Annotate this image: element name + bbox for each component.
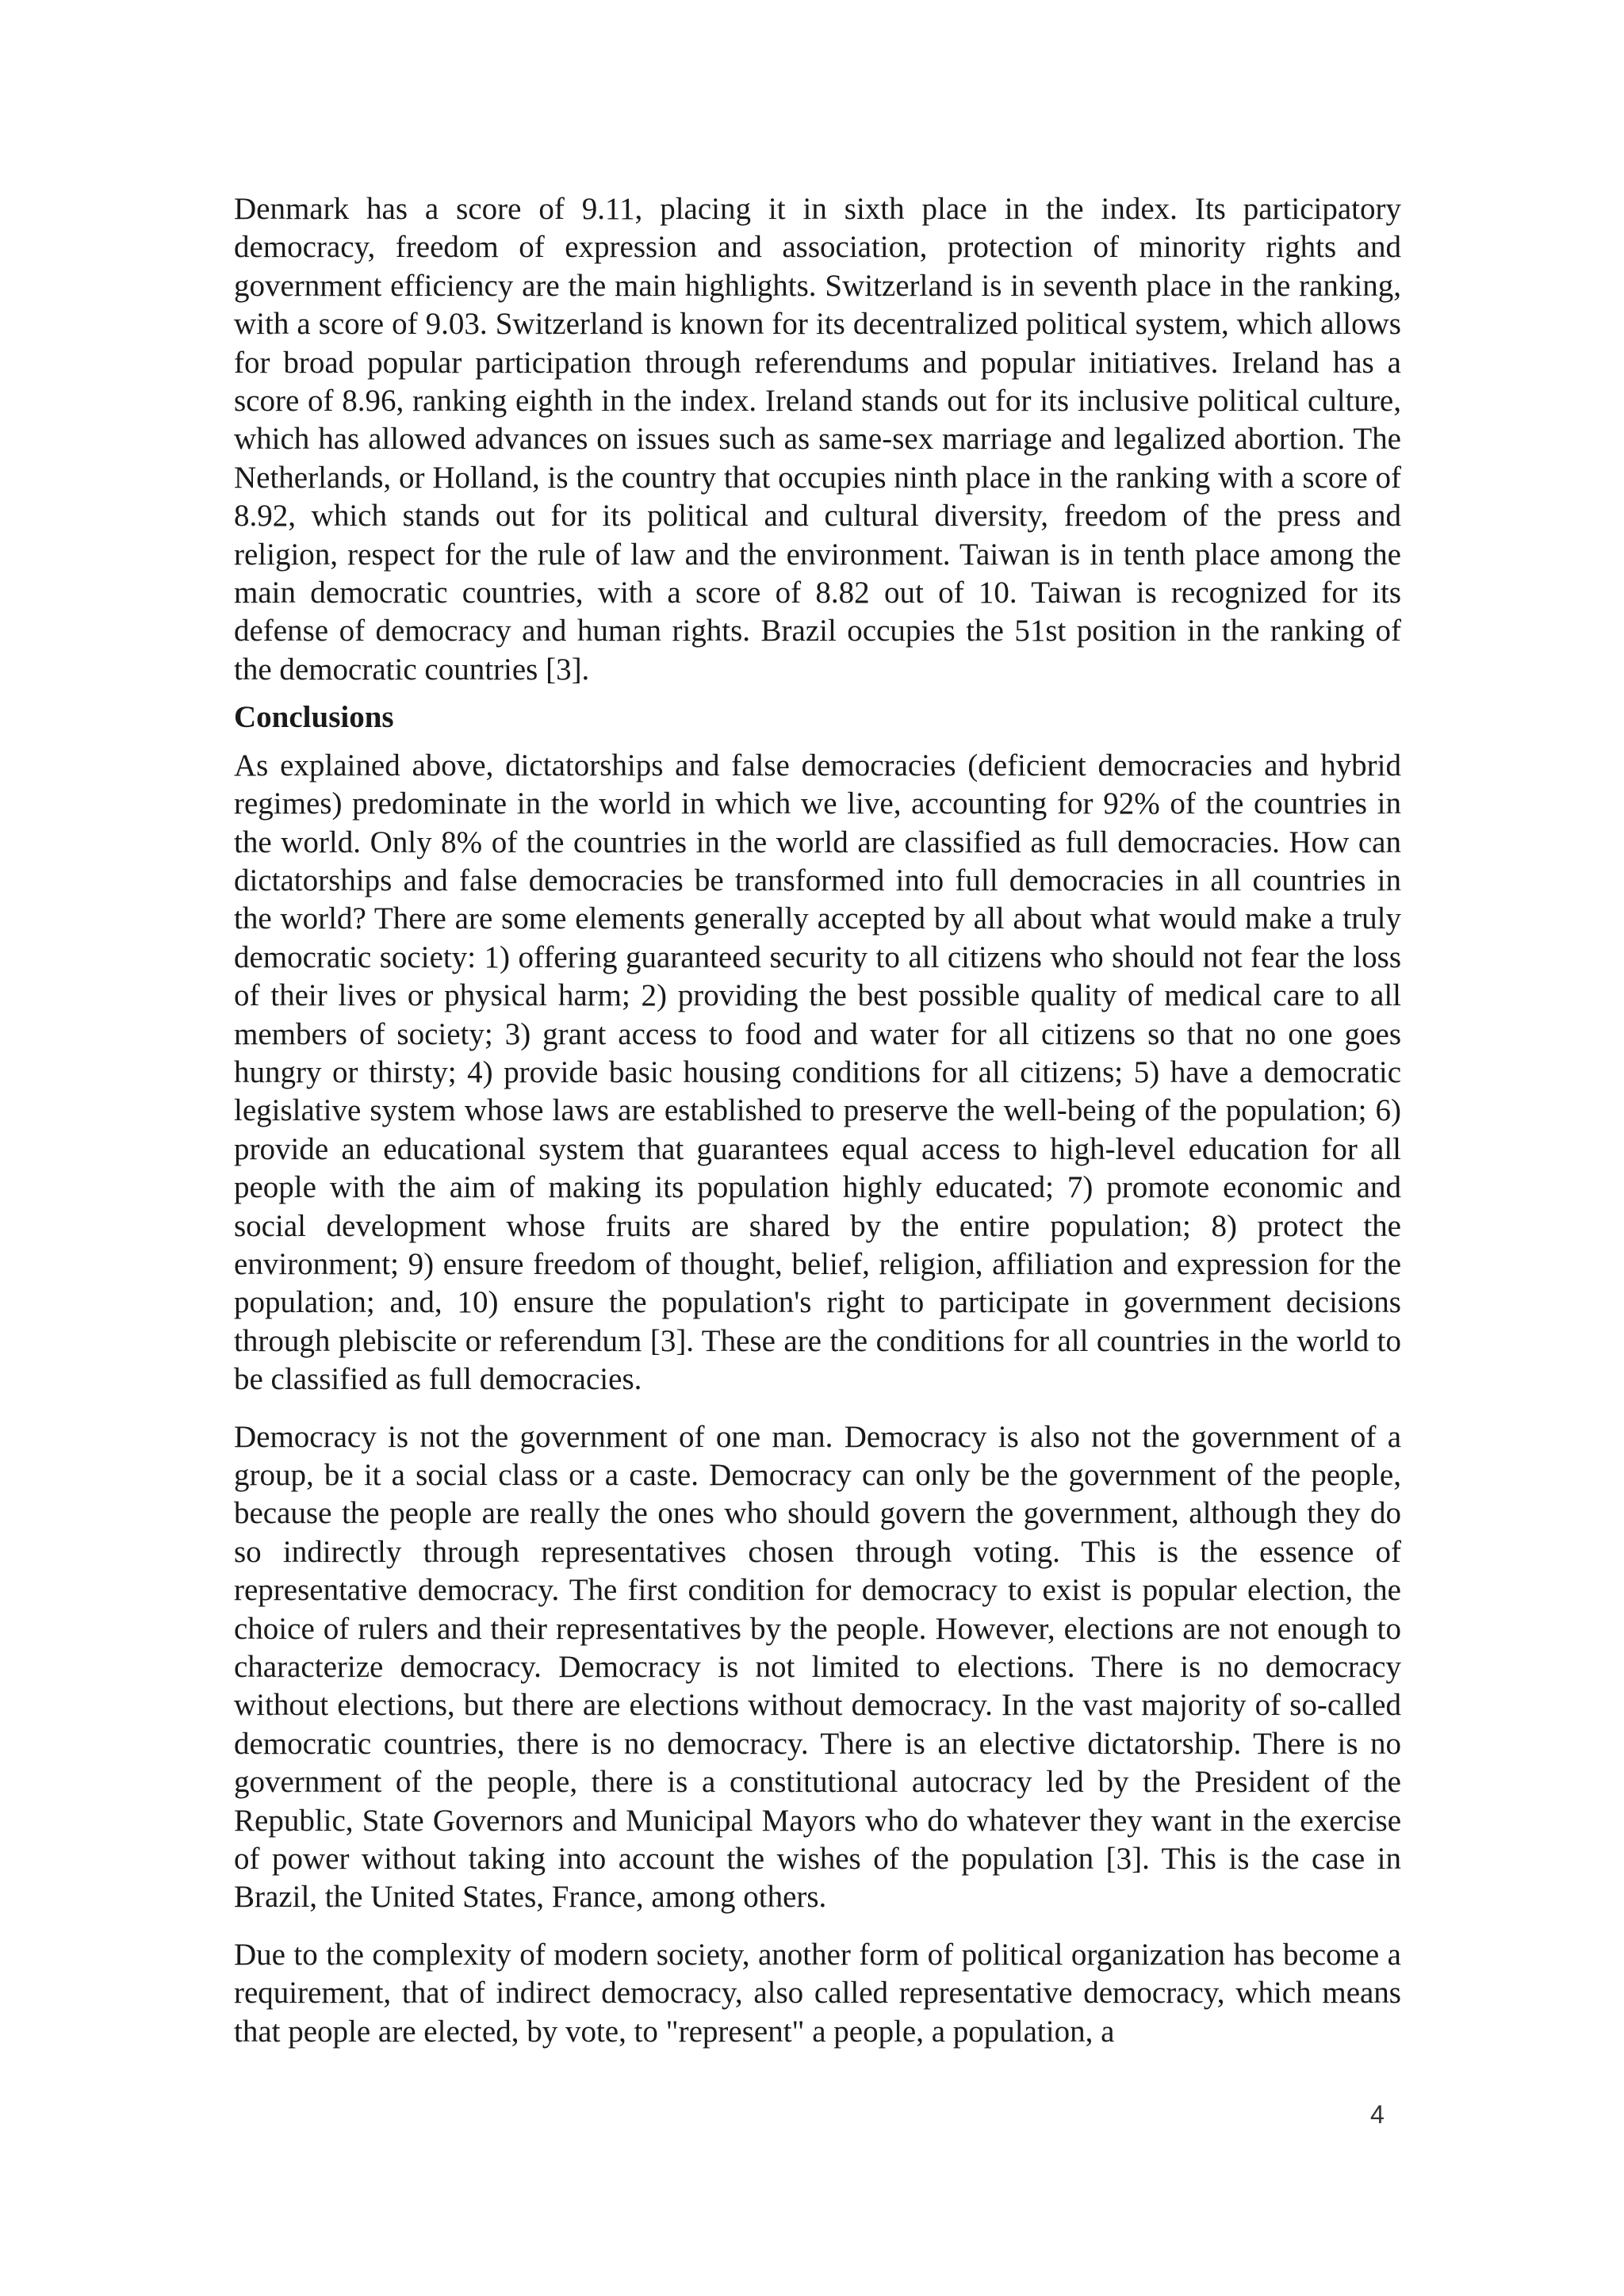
page-number: 4 (1370, 2100, 1385, 2129)
paragraph-conditions-full-democracy: As explained above, dictatorships and false democracies (deficient democracies and hybrid regimes) predominate in the world in which we live, accounting for 92% of the countries in the world. Only 8% of the countries in the world are classified as full democracies. How can dictatorships and false democracies be transformed into full democracies in all countries in the world? There are some elements generally accepted by all about what would make a truly democratic society: 1) offering guaranteed security to all citizens who should not fear the loss of their lives or physical harm; 2) providing the best possible quality of medical care to all members of society; 3) grant access to food and water for all citizens so that no one goes hungry or thirsty; 4) provide basic housing conditions for all citizens; 5) have a democratic legislative system whose laws are established to preserve the well-being of the population; 6) provide an educational system that guarantees equal access to high-level education for all people with the aim of making its population highly educated; 7) promote economic and social development whose fruits are shared by the entire population; 8) protect the environment; 9) ensure freedom of thought, belief, religion, affiliation and expression for the population; and, 10) ensure the population's right to participate in government decisions through plebiscite or referendum [3]. These are the conditions for all countries in the world to be classified as full democracies. (234, 748, 1401, 1397)
paragraph-representative-democracy: Due to the complexity of modern society, another form of political organization has become a requirement, that of indirect democracy, also called representative democracy, which means that people are elected, by vote, to "represent" a people, a population, a (234, 1937, 1401, 2049)
paragraph-government-of-people: Democracy is not the government of one man. Democracy is also not the government of a group, be it a social class or a caste. Democracy can only be the government of the people, because the people are really the ones who should govern the government, although they do so indirectly through representatives chosen through voting. This is the essence of representative democracy. The first condition for democracy to exist is popular election, the choice of rulers and their representatives by the people. However, elections are not enough to characterize democracy. Democracy is not limited to elections. There is no democracy without elections, but there are elections without democracy. In the vast majority of so-called democratic countries, there is no democracy. There is an elective dictatorship. There is no government of the people, there is a constitutional autocracy led by the President of the Republic, State Governors and Municipal Mayors who do whatever they want in the exercise of power without taking into account the wishes of the population [3]. This is the case in Brazil, the United States, France, among others. (234, 1419, 1401, 1915)
body-text (234, 190, 1401, 2051)
section-heading-conclusions: Conclusions (234, 700, 394, 735)
paragraph-democracy-ranking: Denmark has a score of 9.11, placing it in sixth place in the index. Its participatory democracy, freedom of expression and association, protection of minority rights and government efficiency are the main highlights. Switzerland is in seventh place in the ranking, with a score of 9.03. Switzerland is known for its decentralized political system, which allows for broad popular participation through referendums and popular initiatives. Ireland has a score of 8.96, ranking eighth in the index. Ireland stands out for its inclusive political culture, which has allowed advances on issues such as same-sex marriage and legalized abortion. The Netherlands, or Holland, is the country that occupies ninth place in the ranking with a score of 8.92, which stands out for its political and cultural diversity, freedom of the press and religion, respect for the rule of law and the environment. Taiwan is in tenth place among the main democratic countries, with a score of 8.82 out of 10. Taiwan is recognized for its defense of democracy and human rights. Brazil occupies the 51st position in the ranking of the democratic countries [3]. (234, 192, 1401, 687)
